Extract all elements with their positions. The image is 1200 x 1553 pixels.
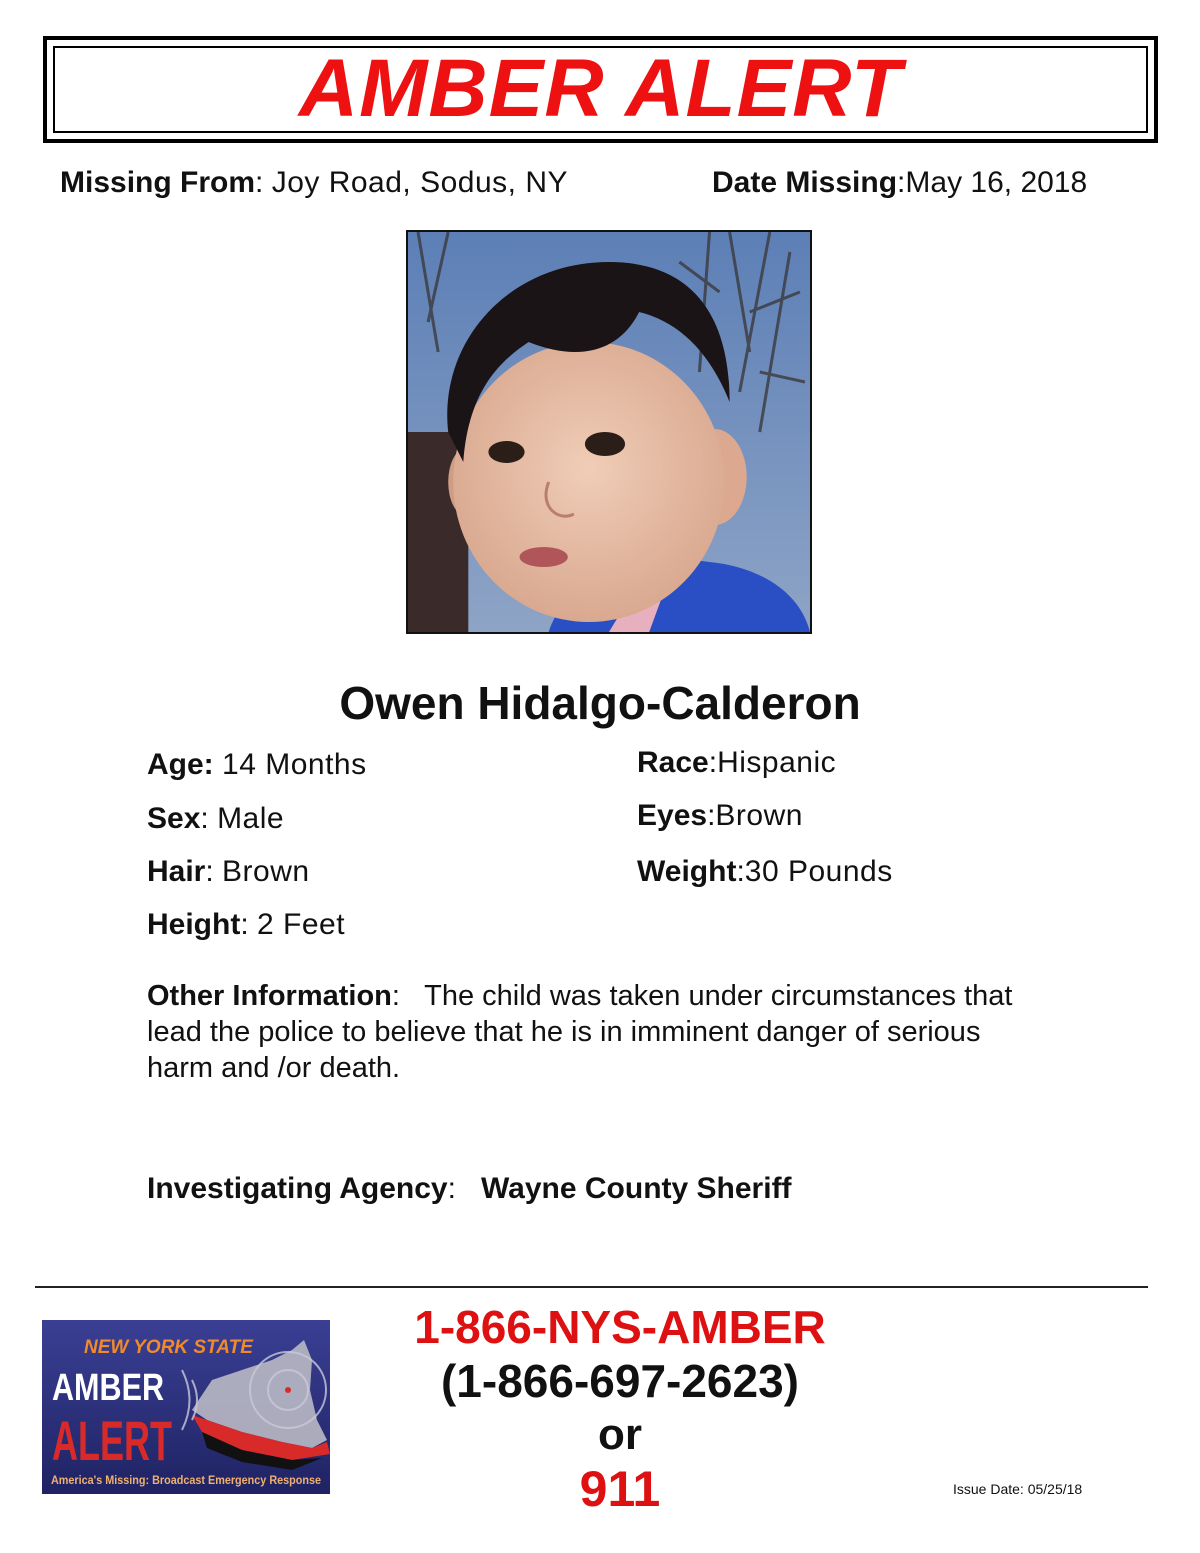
- issue-date: [953, 1481, 1082, 1497]
- age-value: 14 Months: [222, 748, 367, 781]
- weight-value: 30 Pounds: [744, 855, 893, 888]
- sex-value: Male: [217, 802, 285, 835]
- hair-label: Hair: [147, 855, 206, 888]
- weight-row: Weight:30 Pounds: [637, 855, 893, 888]
- agency-value: Wayne County Sheriff: [480, 1172, 792, 1205]
- or-text: or: [598, 1410, 642, 1459]
- logo-state-text: NEW YORK STATE: [84, 1337, 253, 1358]
- logo-amber-text: AMBER: [52, 1367, 164, 1409]
- emergency-number: 911: [579, 1461, 661, 1517]
- race-label: Race: [637, 746, 709, 779]
- logo-alert-text: ALERT: [52, 1409, 172, 1472]
- race-row: Race:Hispanic: [637, 746, 837, 779]
- divider: [35, 1286, 1148, 1288]
- child-photo: [406, 230, 812, 634]
- amber-alert-logo-graphic: [42, 1320, 330, 1494]
- race-value: Hispanic: [717, 746, 837, 779]
- hotline: 1-866-NYS-AMBER: [414, 1301, 826, 1353]
- hair-value: Brown: [222, 855, 310, 888]
- eyes-label: Eyes: [637, 799, 708, 832]
- date-missing-line: Date Missing:May 16, 2018: [712, 166, 1088, 199]
- other-information-text: The child was taken under circumstances that lead the police to believe that he is in imminent danger of serious harm and /or death.: [147, 980, 1013, 1084]
- height-label: Height: [147, 908, 241, 941]
- ny-amber-alert-logo: [42, 1320, 330, 1494]
- missing-from-label: Missing From: [60, 166, 256, 199]
- hotline-number: (1-866-697-2623): [440, 1355, 799, 1407]
- child-name: Owen Hidalgo-Calderon: [339, 677, 861, 729]
- height-row: Height: 2 Feet: [147, 908, 346, 941]
- investigating-agency: Investigating Agency: Wayne County Sheriff: [147, 1172, 792, 1205]
- sex-row: Sex: Male: [147, 802, 285, 835]
- other-information-label: Other Information: [147, 980, 392, 1012]
- height-value: 2 Feet: [257, 908, 346, 941]
- issue-date-label: Issue Date:: [953, 1481, 1024, 1497]
- weight-label: Weight: [637, 855, 737, 888]
- agency-label: Investigating Agency: [147, 1172, 448, 1205]
- date-missing-label: Date Missing: [712, 166, 898, 199]
- logo-tagline: America's Missing: Broadcast Emergency Response: [51, 1473, 322, 1487]
- header-box: [43, 36, 1158, 143]
- sex-label: Sex: [147, 802, 201, 835]
- age-label: Age:: [147, 748, 214, 781]
- missing-from-value: Joy Road, Sodus, NY: [271, 166, 569, 199]
- date-missing-value: May 16, 2018: [905, 166, 1088, 199]
- age-row: [147, 750, 367, 780]
- other-information: Other Information: The child was taken under circumstances that lead the police to believe that he is in imminent danger of serious harm and /or death.: [147, 980, 1013, 1084]
- missing-from-line: Missing From: Joy Road, Sodus, NY: [60, 166, 569, 199]
- eyes-value: Brown: [715, 799, 803, 832]
- child-photo-image: [408, 232, 810, 632]
- alert-title: AMBER ALERT: [298, 43, 903, 134]
- eyes-row: Eyes:Brown: [637, 799, 803, 832]
- issue-date-value: 05/25/18: [1027, 1481, 1083, 1497]
- hair-row: Hair: Brown: [147, 855, 310, 888]
